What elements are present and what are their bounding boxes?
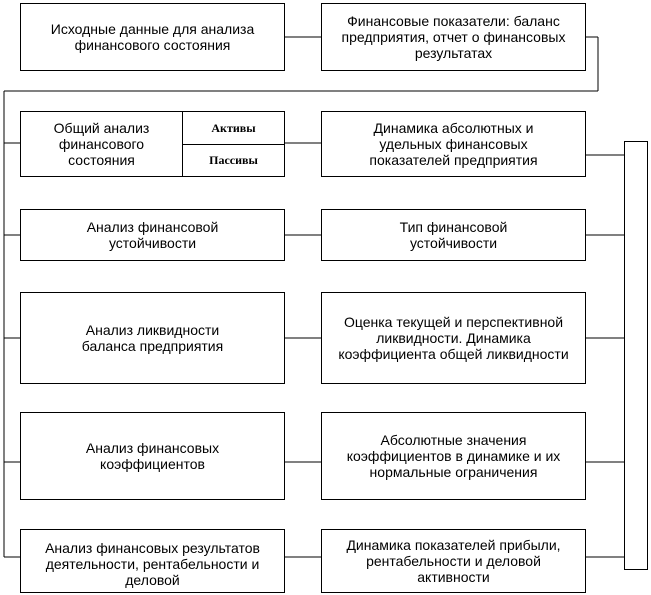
results-analysis-box — [20, 529, 285, 593]
ratios-analysis-box — [20, 412, 285, 500]
fin-stability-analysis-label: Анализ финансовой устойчивости — [86, 219, 219, 251]
fin-indicators-label: Финансовые показатели: баланс предприятия, отчет о финансовых результатах — [341, 13, 566, 61]
ratios-analysis-label: Анализ финансовых коэффициентов — [85, 440, 220, 472]
liquidity-assessment-label: Оценка текущей и перспективной ликвидности. Динамика коэффициента общей ликвидности — [338, 314, 569, 362]
liquidity-assessment-box — [321, 292, 586, 384]
source-data-box — [20, 3, 285, 71]
liquidity-analysis-label: Анализ ликвидности баланса предприятия — [81, 322, 224, 354]
assets-label: Активы — [183, 112, 284, 145]
fin-stability-analysis-box — [20, 209, 285, 261]
results-analysis-label: Анализ финансовых результатов деятельности, рентабельности и деловой — [45, 540, 260, 588]
general-analysis-box — [20, 111, 285, 177]
fin-stability-type-box — [321, 209, 586, 261]
dynamics-abs-box — [321, 111, 586, 177]
ratios-values-box — [321, 412, 586, 500]
liquidity-analysis-box — [20, 292, 285, 384]
right-summary-bar — [624, 141, 648, 570]
liabilities-label: Пассивы — [209, 152, 258, 167]
assets-liabilities-cell — [182, 112, 284, 176]
ratios-values-label: Абсолютные значения коэффициентов в динамике и их нормальные ограничения — [346, 432, 561, 480]
fin-stability-type-label: Тип финансовой устойчивости — [399, 219, 508, 251]
general-analysis-label: Общий анализ финансового состояния — [53, 120, 150, 168]
dynamics-abs-label: Динамика абсолютных и удельных финансовых показателей предприятия — [369, 120, 538, 168]
results-dynamics-label: Динамика показателей прибыли, рентабельности и деловой активности — [346, 537, 561, 585]
source-data-label: Исходные данные для анализа финансового состояния — [50, 21, 255, 53]
fin-indicators-box — [321, 3, 586, 71]
results-dynamics-box — [321, 529, 586, 593]
